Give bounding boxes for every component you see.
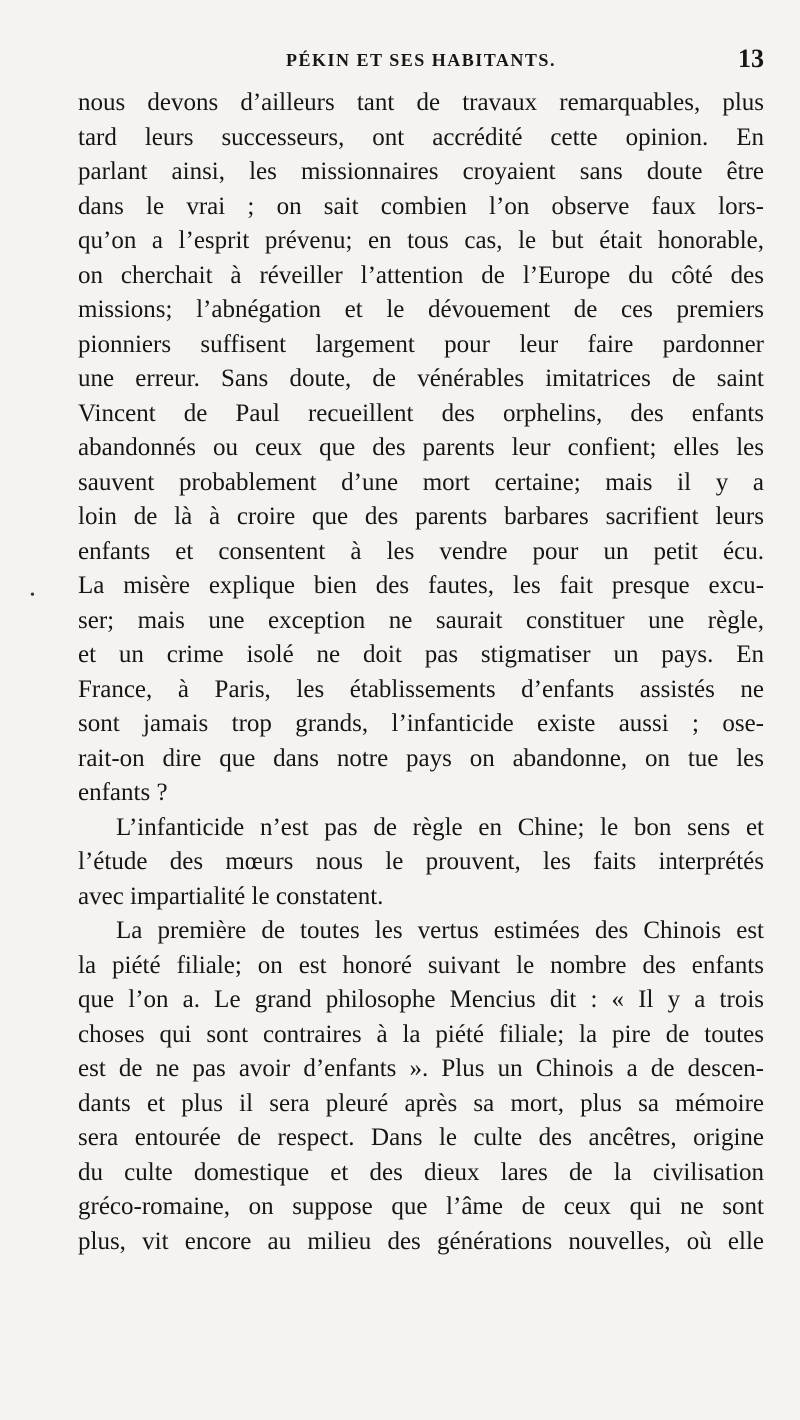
text-line: sera entourée de respect. Dans le culte des ancêtres, origine	[78, 1124, 764, 1151]
paragraph-end-line: avec impartialité le constatent.	[78, 882, 384, 910]
paragraph-start-line: L’infanticide n’est pas de règle en Chine; le bon sens et	[116, 813, 764, 841]
text-line: nous devons d’ailleurs tant de travaux remarquables, plus	[78, 89, 764, 116]
text-line: une erreur. Sans doute, de vénérables imitatrices de saint	[78, 365, 764, 392]
text-line: sauvent probablement d’une mort certaine; mais il y a	[78, 468, 764, 496]
text-line: l’étude des mœurs nous le prouvent, les faits interprétés	[78, 848, 764, 875]
text-line: du culte domestique et des dieux lares de la civilisation	[78, 1158, 764, 1186]
text-line: est de ne pas avoir d’enfants ». Plus un Chinois a de descen-	[78, 1055, 764, 1082]
text-line: qu’on a l’esprit prévenu; en tous cas, le but était honorable,	[78, 227, 764, 254]
text-line: et un crime isolé ne doit pas stigmatiser un pays. En	[78, 641, 764, 668]
text-line: sont jamais trop grands, l’infanticide existe aussi ; ose-	[78, 710, 764, 737]
text-line: on cherchait à réveiller l’attention de l’Europe du côté des	[78, 261, 764, 289]
text-line: loin de là à croire que des parents barbares sacrifient leurs	[78, 503, 764, 530]
text-line: France, à Paris, les établissements d’enfants assistés ne	[78, 675, 764, 703]
text-line: que l’on a. Le grand philosophe Mencius dit : « Il y a trois	[78, 986, 764, 1013]
page-number: 13	[738, 44, 764, 73]
body-text	[78, 86, 764, 1259]
text-line: plus, vit encore au milieu des générations nouvelles, où elle	[78, 1227, 764, 1255]
running-title: PÉKIN ET SES HABITANTS.	[286, 50, 556, 70]
text-line: gréco-romaine, on suppose que l’âme de ceux qui ne sont	[78, 1193, 764, 1220]
text-line: dants et plus il sera pleuré après sa mort, plus sa mémoire	[78, 1089, 764, 1117]
text-line: Vincent de Paul recueillent des orphelins, des enfants	[78, 399, 764, 427]
text-line: dans le vrai ; on sait combien l’on observe faux lors-	[78, 192, 764, 220]
text-line: abandonnés ou ceux que des parents leur confient; elles les	[78, 434, 764, 461]
text-line: tard leurs successeurs, ont accrédité cette opinion. En	[78, 123, 764, 151]
text-line: ser; mais une exception ne saurait constituer une règle,	[78, 606, 764, 634]
text-line: pionniers suffisent largement pour leur faire pardonner	[78, 330, 764, 358]
text-line: La misère explique bien des fautes, les fait presque excu-	[78, 572, 764, 599]
text-line: missions; l’abnégation et le dévouement de ces premiers	[78, 296, 764, 323]
paragraph-end-line: enfants ?	[78, 779, 168, 806]
page-header	[78, 44, 764, 76]
margin-dot: •	[30, 588, 35, 603]
text-line: la piété filiale; on est honoré suivant le nombre des enfants	[78, 951, 764, 979]
text-line: enfants et consentent à les vendre pour un petit écu.	[78, 537, 764, 565]
text-line: rait-on dire que dans notre pays on abandonne, on tue les	[78, 744, 764, 772]
paragraph-start-line: La première de toutes les vertus estimées des Chinois est	[116, 917, 764, 944]
text-line: parlant ainsi, les missionnaires croyaient sans doute être	[78, 158, 764, 185]
text-line: choses qui sont contraires à la piété filiale; la pire de toutes	[78, 1020, 764, 1048]
